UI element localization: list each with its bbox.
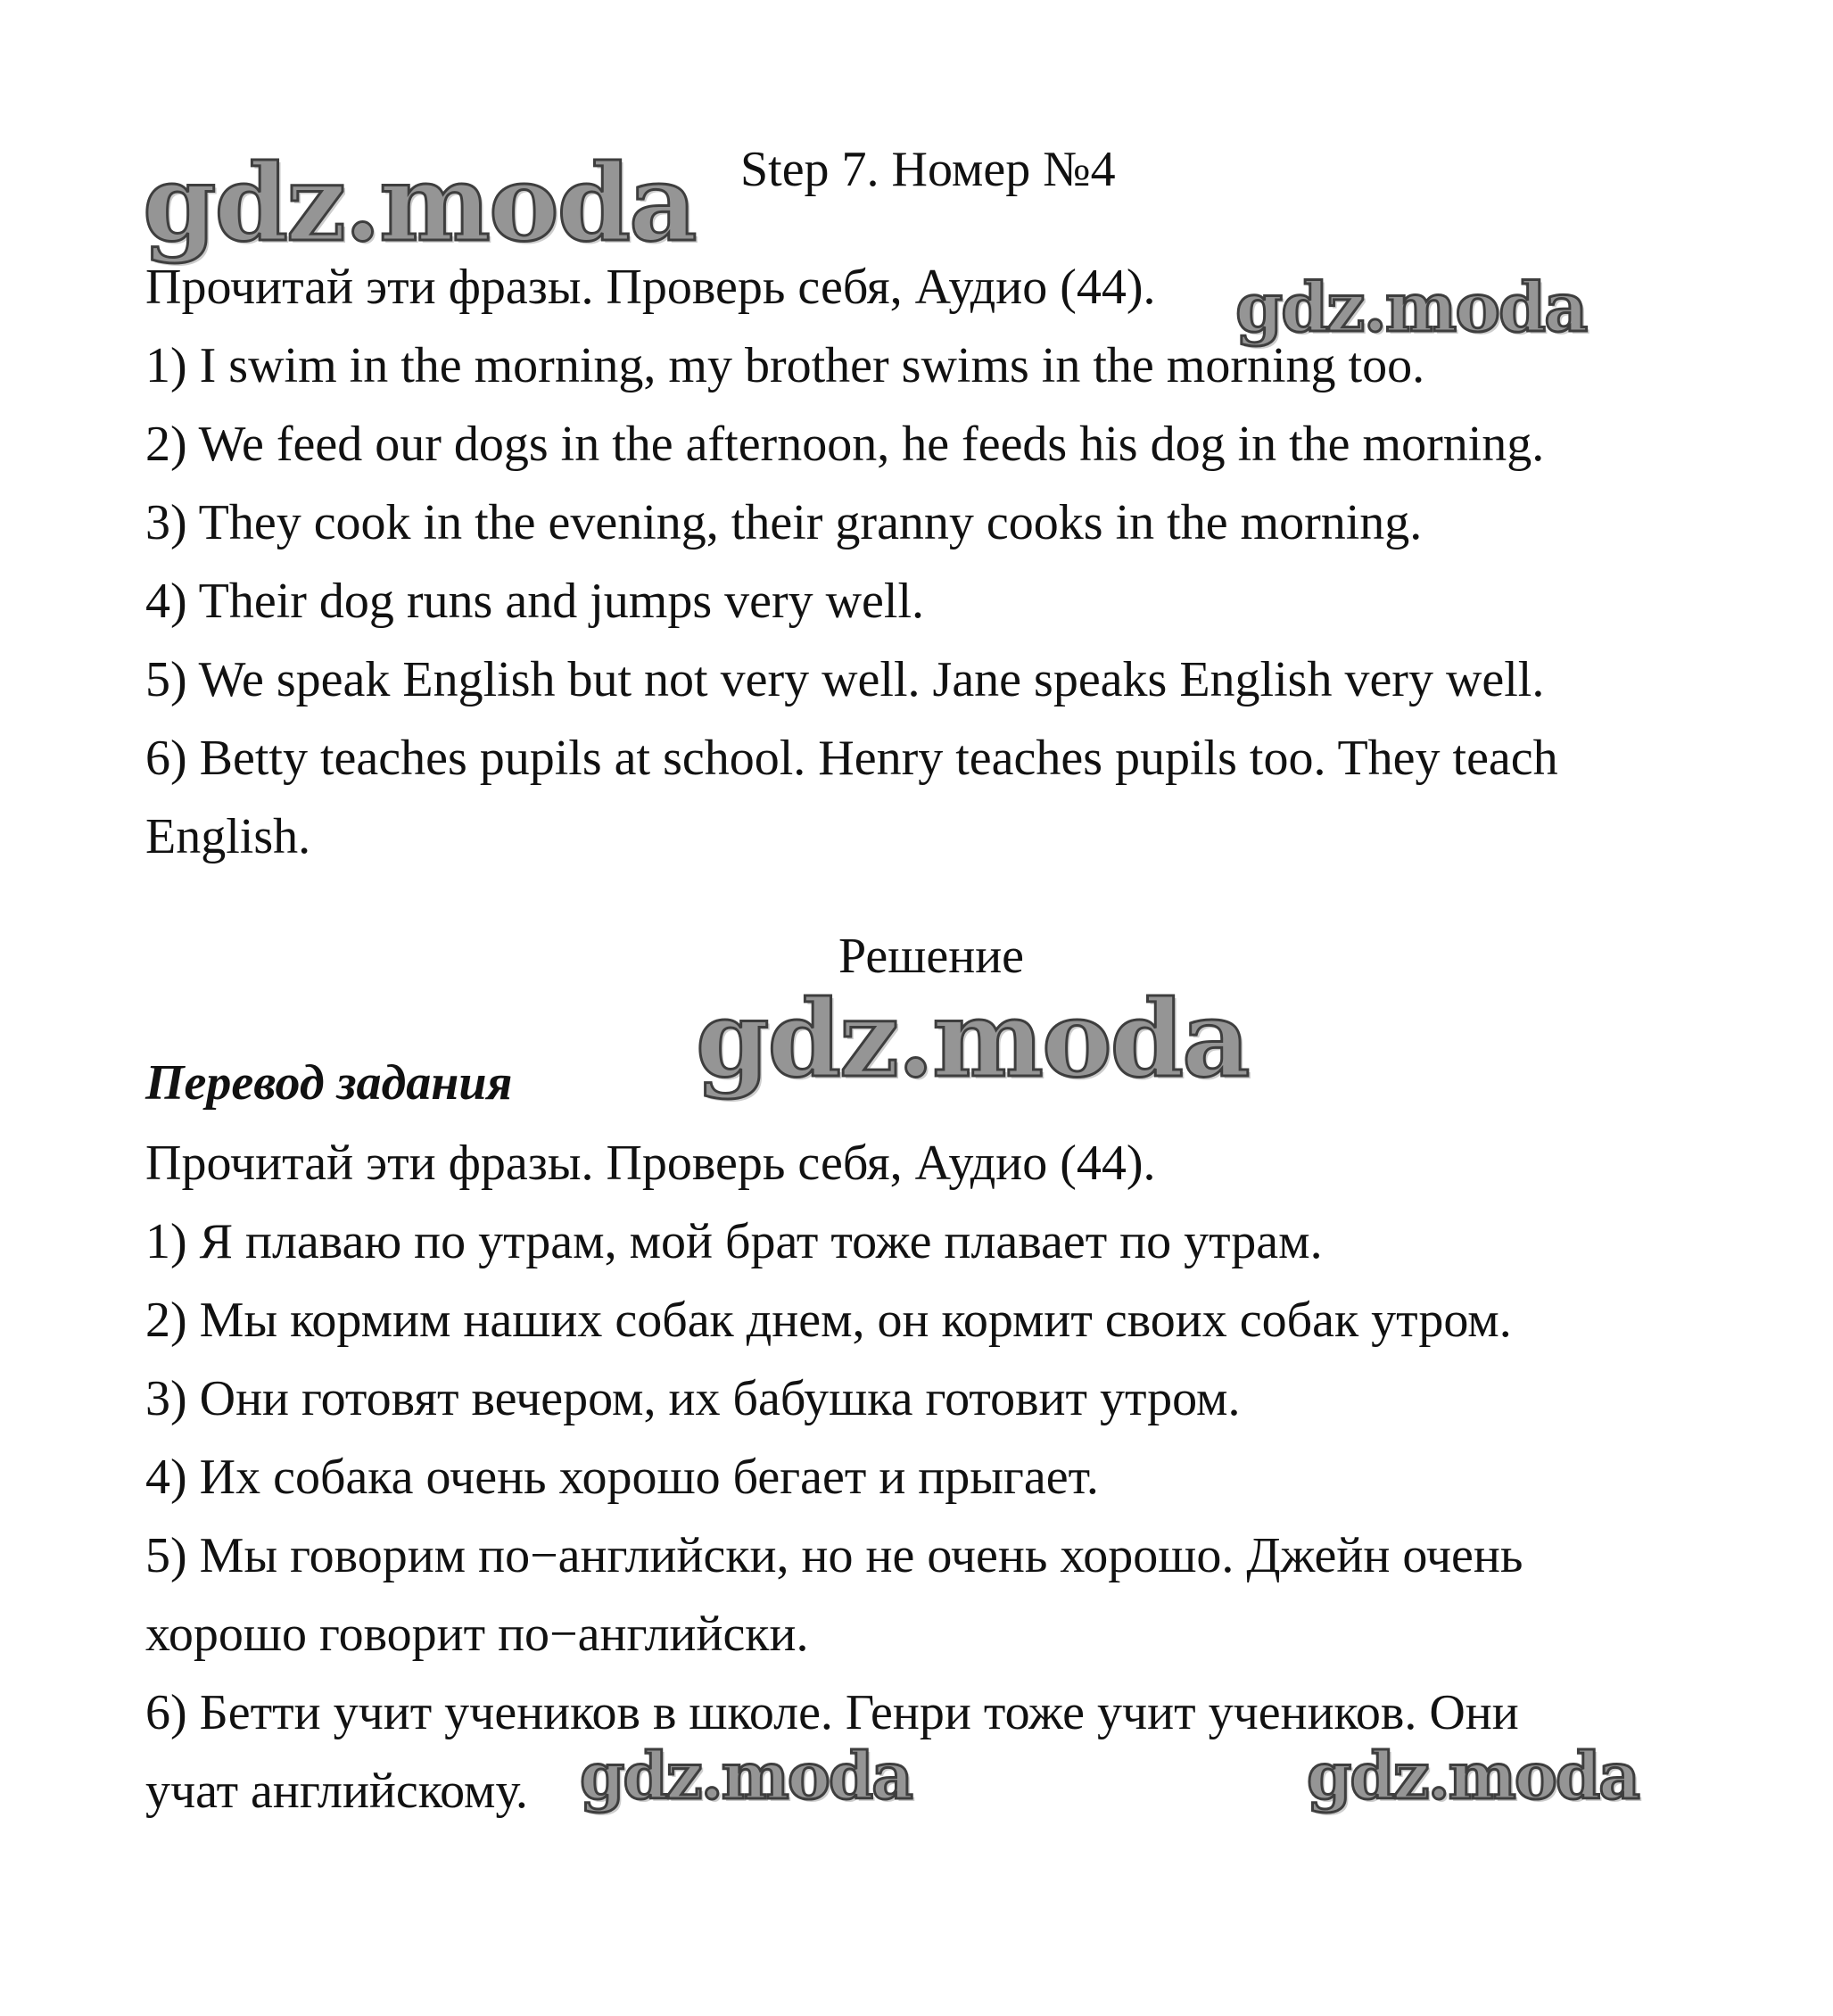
translation-item: 3) Они готовят вечером, их бабушка готовит утром. — [145, 1371, 1241, 1426]
translation-heading: Перевод задания — [145, 1055, 513, 1111]
task-item: 6) Betty teaches pupils at school. Henry teaches pupils too. They teach — [145, 731, 1558, 786]
translation-item: 2) Мы кормим наших собак днем, он кормит своих собак утром. — [145, 1293, 1512, 1348]
watermark-logo-bottom-center: gdz.moda — [580, 1738, 912, 1814]
task-instruction: Прочитай эти фразы. Проверь себя, Аудио (44). — [145, 260, 1156, 315]
solution-heading: Решение — [838, 929, 1025, 984]
watermark-logo-center: gdz.moda — [696, 977, 1249, 1101]
translation-item: 5) Мы говорим по−английски, но не очень хорошо. Джейн очень — [145, 1528, 1523, 1583]
translation-item-continuation: хорошо говорит по−английски. — [145, 1607, 809, 1662]
translation-item-continuation: учат английскому. — [145, 1764, 528, 1819]
translation-item: 6) Бетти учит учеников в школе. Генри тоже учит учеников. Они — [145, 1685, 1519, 1740]
task-item-continuation: English. — [145, 809, 311, 864]
task-item: 1) I swim in the morning, my brother swims in the morning too. — [145, 338, 1425, 393]
watermark-logo-bottom-right: gdz.moda — [1307, 1738, 1639, 1814]
translation-item: 4) Их собака очень хорошо бегает и прыгает. — [145, 1450, 1099, 1505]
page-title: Step 7. Номер №4 — [740, 142, 1116, 197]
task-item: 5) We speak English but not very well. Jane speaks English very well. — [145, 652, 1545, 707]
watermark-logo-top-left: gdz.moda — [143, 141, 696, 265]
task-item: 2) We feed our dogs in the afternoon, he feeds his dog in the morning. — [145, 417, 1545, 472]
translation-instruction: Прочитай эти фразы. Проверь себя, Аудио (44). — [145, 1136, 1156, 1191]
task-item: 3) They cook in the evening, their granny cooks in the morning. — [145, 495, 1423, 550]
translation-item: 1) Я плаваю по утрам, мой брат тоже плавает по утрам. — [145, 1214, 1323, 1269]
task-item: 4) Their dog runs and jumps very well. — [145, 574, 925, 629]
watermark-logo-upper-right: gdz.moda — [1235, 268, 1587, 347]
